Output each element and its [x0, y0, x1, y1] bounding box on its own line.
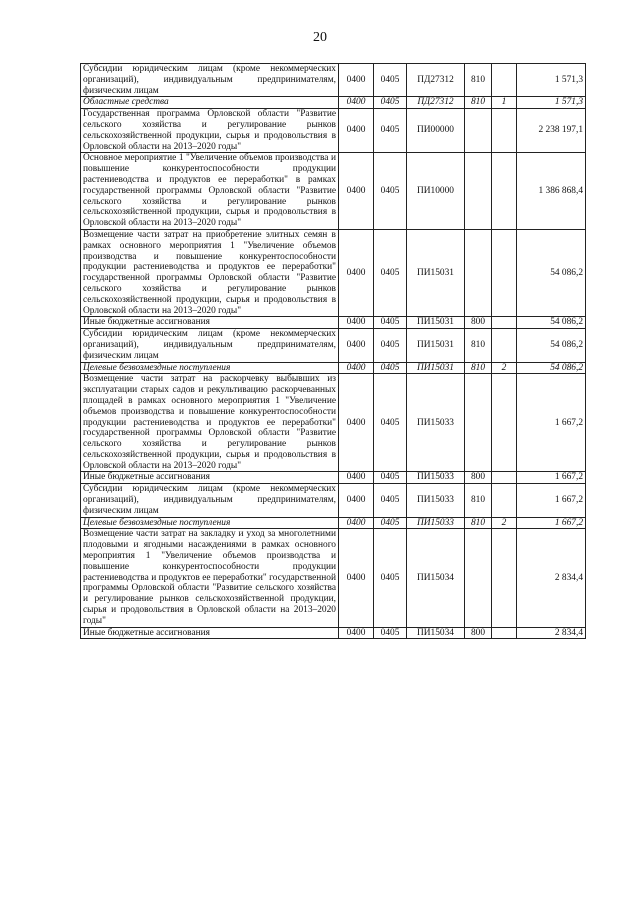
row-target-article-code: ПИ15031 [407, 317, 465, 329]
budget-table-body [81, 64, 586, 639]
row-subsection-code: 0405 [374, 64, 407, 97]
row-target-article-code: ПИ10000 [407, 153, 465, 230]
row-section-code: 0400 [339, 529, 374, 627]
row-target-article-code: ПИ15033 [407, 472, 465, 484]
row-target-article-code: ПИ15034 [407, 529, 465, 627]
table-row [81, 317, 586, 329]
row-section-code: 0400 [339, 627, 374, 639]
row-subsection-code: 0405 [374, 362, 407, 374]
row-subsection-code: 0405 [374, 317, 407, 329]
row-section-code: 0400 [339, 374, 374, 472]
row-name-cell: Целевые безвозмездные поступления [81, 362, 339, 374]
row-expense-type-code [465, 374, 492, 472]
row-expense-type-code: 800 [465, 472, 492, 484]
table-row [81, 472, 586, 484]
row-target-article-code: ПИ00000 [407, 109, 465, 153]
row-amount: 1 667,2 [517, 374, 586, 472]
row-target-article-code: ПИ15034 [407, 627, 465, 639]
table-row [81, 229, 586, 316]
row-name-cell: Субсидии юридическим лицам (кроме некоммерческих организаций), индивидуальным предпринимателям, физическим лицам [81, 484, 339, 517]
row-target-article-code: ПИ15031 [407, 362, 465, 374]
row-name-cell: Государственная программа Орловской области "Развитие сельского хозяйства и регулирование рынков сельскохозяйственной продукции, сырья и продовольствия в Орловской области на 2013–2020 годы" [81, 109, 339, 153]
row-name-cell: Иные бюджетные ассигнования [81, 627, 339, 639]
row-name-cell: Субсидии юридическим лицам (кроме некоммерческих организаций), индивидуальным предпринимателям, физическим лицам [81, 64, 339, 97]
row-subsection-code: 0405 [374, 153, 407, 230]
row-source-code [492, 153, 517, 230]
row-subsection-code: 0405 [374, 529, 407, 627]
row-expense-type-code: 800 [465, 317, 492, 329]
row-amount: 2 834,4 [517, 627, 586, 639]
row-section-code: 0400 [339, 97, 374, 109]
row-name-cell: Возмещение части затрат на закладку и уход за многолетними плодовыми и ягодными насаждениями в рамках основного мероприятия 1 "Увеличение объемов производства и повышение конкурентоспособности продукции растениеводства и продуктов ее переработки" государственной программы Орловской области "Развитие сельского хозяйства и регулирование рынков сельскохозяйственной продукции, сырья и продовольствия в Орловской области на 2013–2020 годы" [81, 529, 339, 627]
row-source-code [492, 229, 517, 316]
row-amount: 54 086,2 [517, 329, 586, 362]
row-target-article-code: ПИ15031 [407, 329, 465, 362]
row-source-code [492, 484, 517, 517]
row-name-cell: Иные бюджетные ассигнования [81, 317, 339, 329]
table-row [81, 64, 586, 97]
row-target-article-code: ПД27312 [407, 97, 465, 109]
row-expense-type-code: 810 [465, 329, 492, 362]
row-source-code [492, 64, 517, 97]
row-name-cell: Возмещение части затрат на раскорчевку выбывших из эксплуатации старых садов и рекультивацию раскорчеванных площадей в рамках основного мероприятия 1 "Увеличение объемов производства и повышение конкурентоспособности продукции растениеводства и продуктов ее переработки" государственной программы Орловской области "Развитие сельского хозяйства и регулирование рынков сельскохозяйственной продукции, сырья и продовольствия в Орловской области на 2013–2020 годы" [81, 374, 339, 472]
row-expense-type-code: 810 [465, 517, 492, 529]
row-section-code: 0400 [339, 517, 374, 529]
row-target-article-code: ПИ15031 [407, 229, 465, 316]
row-source-code [492, 329, 517, 362]
row-amount: 1 667,2 [517, 472, 586, 484]
table-row [81, 517, 586, 529]
row-amount: 1 386 868,4 [517, 153, 586, 230]
row-source-code [492, 374, 517, 472]
row-source-code [492, 627, 517, 639]
row-name-cell: Основное мероприятие 1 "Увеличение объемов производства и повышение конкурентоспособности продукции растениеводства и продуктов ее переработки" в рамках государственной программы Орловской области "Развитие сельского хозяйства и регулирование рынков сельскохозяйственной продукции, сырья и продовольствия в Орловской области на 2013–2020 годы" [81, 153, 339, 230]
row-expense-type-code: 800 [465, 627, 492, 639]
table-row [81, 329, 586, 362]
row-source-code [492, 529, 517, 627]
table-row [81, 97, 586, 109]
row-subsection-code: 0405 [374, 374, 407, 472]
row-amount: 1 667,2 [517, 517, 586, 529]
table-row [81, 484, 586, 517]
row-amount: 1 571,3 [517, 97, 586, 109]
table-row [81, 627, 586, 639]
row-section-code: 0400 [339, 472, 374, 484]
row-subsection-code: 0405 [374, 517, 407, 529]
row-subsection-code: 0405 [374, 329, 407, 362]
table-row [81, 529, 586, 627]
row-expense-type-code: 810 [465, 97, 492, 109]
row-expense-type-code [465, 109, 492, 153]
row-target-article-code: ПД27312 [407, 64, 465, 97]
row-section-code: 0400 [339, 153, 374, 230]
row-section-code: 0400 [339, 362, 374, 374]
row-subsection-code: 0405 [374, 627, 407, 639]
row-source-code: 1 [492, 97, 517, 109]
row-expense-type-code [465, 529, 492, 627]
row-source-code [492, 472, 517, 484]
row-subsection-code: 0405 [374, 484, 407, 517]
row-amount: 2 238 197,1 [517, 109, 586, 153]
table-row [81, 362, 586, 374]
row-section-code: 0400 [339, 109, 374, 153]
row-target-article-code: ПИ15033 [407, 517, 465, 529]
row-section-code: 0400 [339, 317, 374, 329]
budget-table [80, 63, 586, 639]
row-name-cell: Целевые безвозмездные поступления [81, 517, 339, 529]
row-name-cell: Областные средства [81, 97, 339, 109]
row-name-cell: Иные бюджетные ассигнования [81, 472, 339, 484]
row-section-code: 0400 [339, 484, 374, 517]
row-amount: 1 571,3 [517, 64, 586, 97]
row-subsection-code: 0405 [374, 109, 407, 153]
table-row [81, 109, 586, 153]
row-name-cell: Возмещение части затрат на приобретение элитных семян в рамках основного мероприятия 1 "Увеличение объемов производства и повышение конкурентоспособности продукции растениеводства и продуктов ее переработки" государственной программы Орловской области "Развитие сельского хозяйства и регулирование рынков сельскохозяйственной продукции, сырья и продовольствия в Орловской области на 2013–2020 годы" [81, 229, 339, 316]
page-number: 20 [313, 30, 327, 45]
row-source-code [492, 317, 517, 329]
row-name-cell: Субсидии юридическим лицам (кроме некоммерческих организаций), индивидуальным предпринимателям, физическим лицам [81, 329, 339, 362]
row-subsection-code: 0405 [374, 229, 407, 316]
table-row [81, 374, 586, 472]
row-target-article-code: ПИ15033 [407, 374, 465, 472]
row-amount: 54 086,2 [517, 317, 586, 329]
row-expense-type-code [465, 229, 492, 316]
row-amount: 54 086,2 [517, 362, 586, 374]
row-subsection-code: 0405 [374, 472, 407, 484]
row-expense-type-code: 810 [465, 362, 492, 374]
row-section-code: 0400 [339, 64, 374, 97]
row-expense-type-code: 810 [465, 484, 492, 517]
row-amount: 1 667,2 [517, 484, 586, 517]
row-amount: 2 834,4 [517, 529, 586, 627]
row-section-code: 0400 [339, 229, 374, 316]
row-target-article-code: ПИ15033 [407, 484, 465, 517]
row-subsection-code: 0405 [374, 97, 407, 109]
row-expense-type-code [465, 153, 492, 230]
row-source-code: 2 [492, 362, 517, 374]
row-section-code: 0400 [339, 329, 374, 362]
row-source-code: 2 [492, 517, 517, 529]
row-source-code [492, 109, 517, 153]
row-expense-type-code: 810 [465, 64, 492, 97]
table-row [81, 153, 586, 230]
row-amount: 54 086,2 [517, 229, 586, 316]
